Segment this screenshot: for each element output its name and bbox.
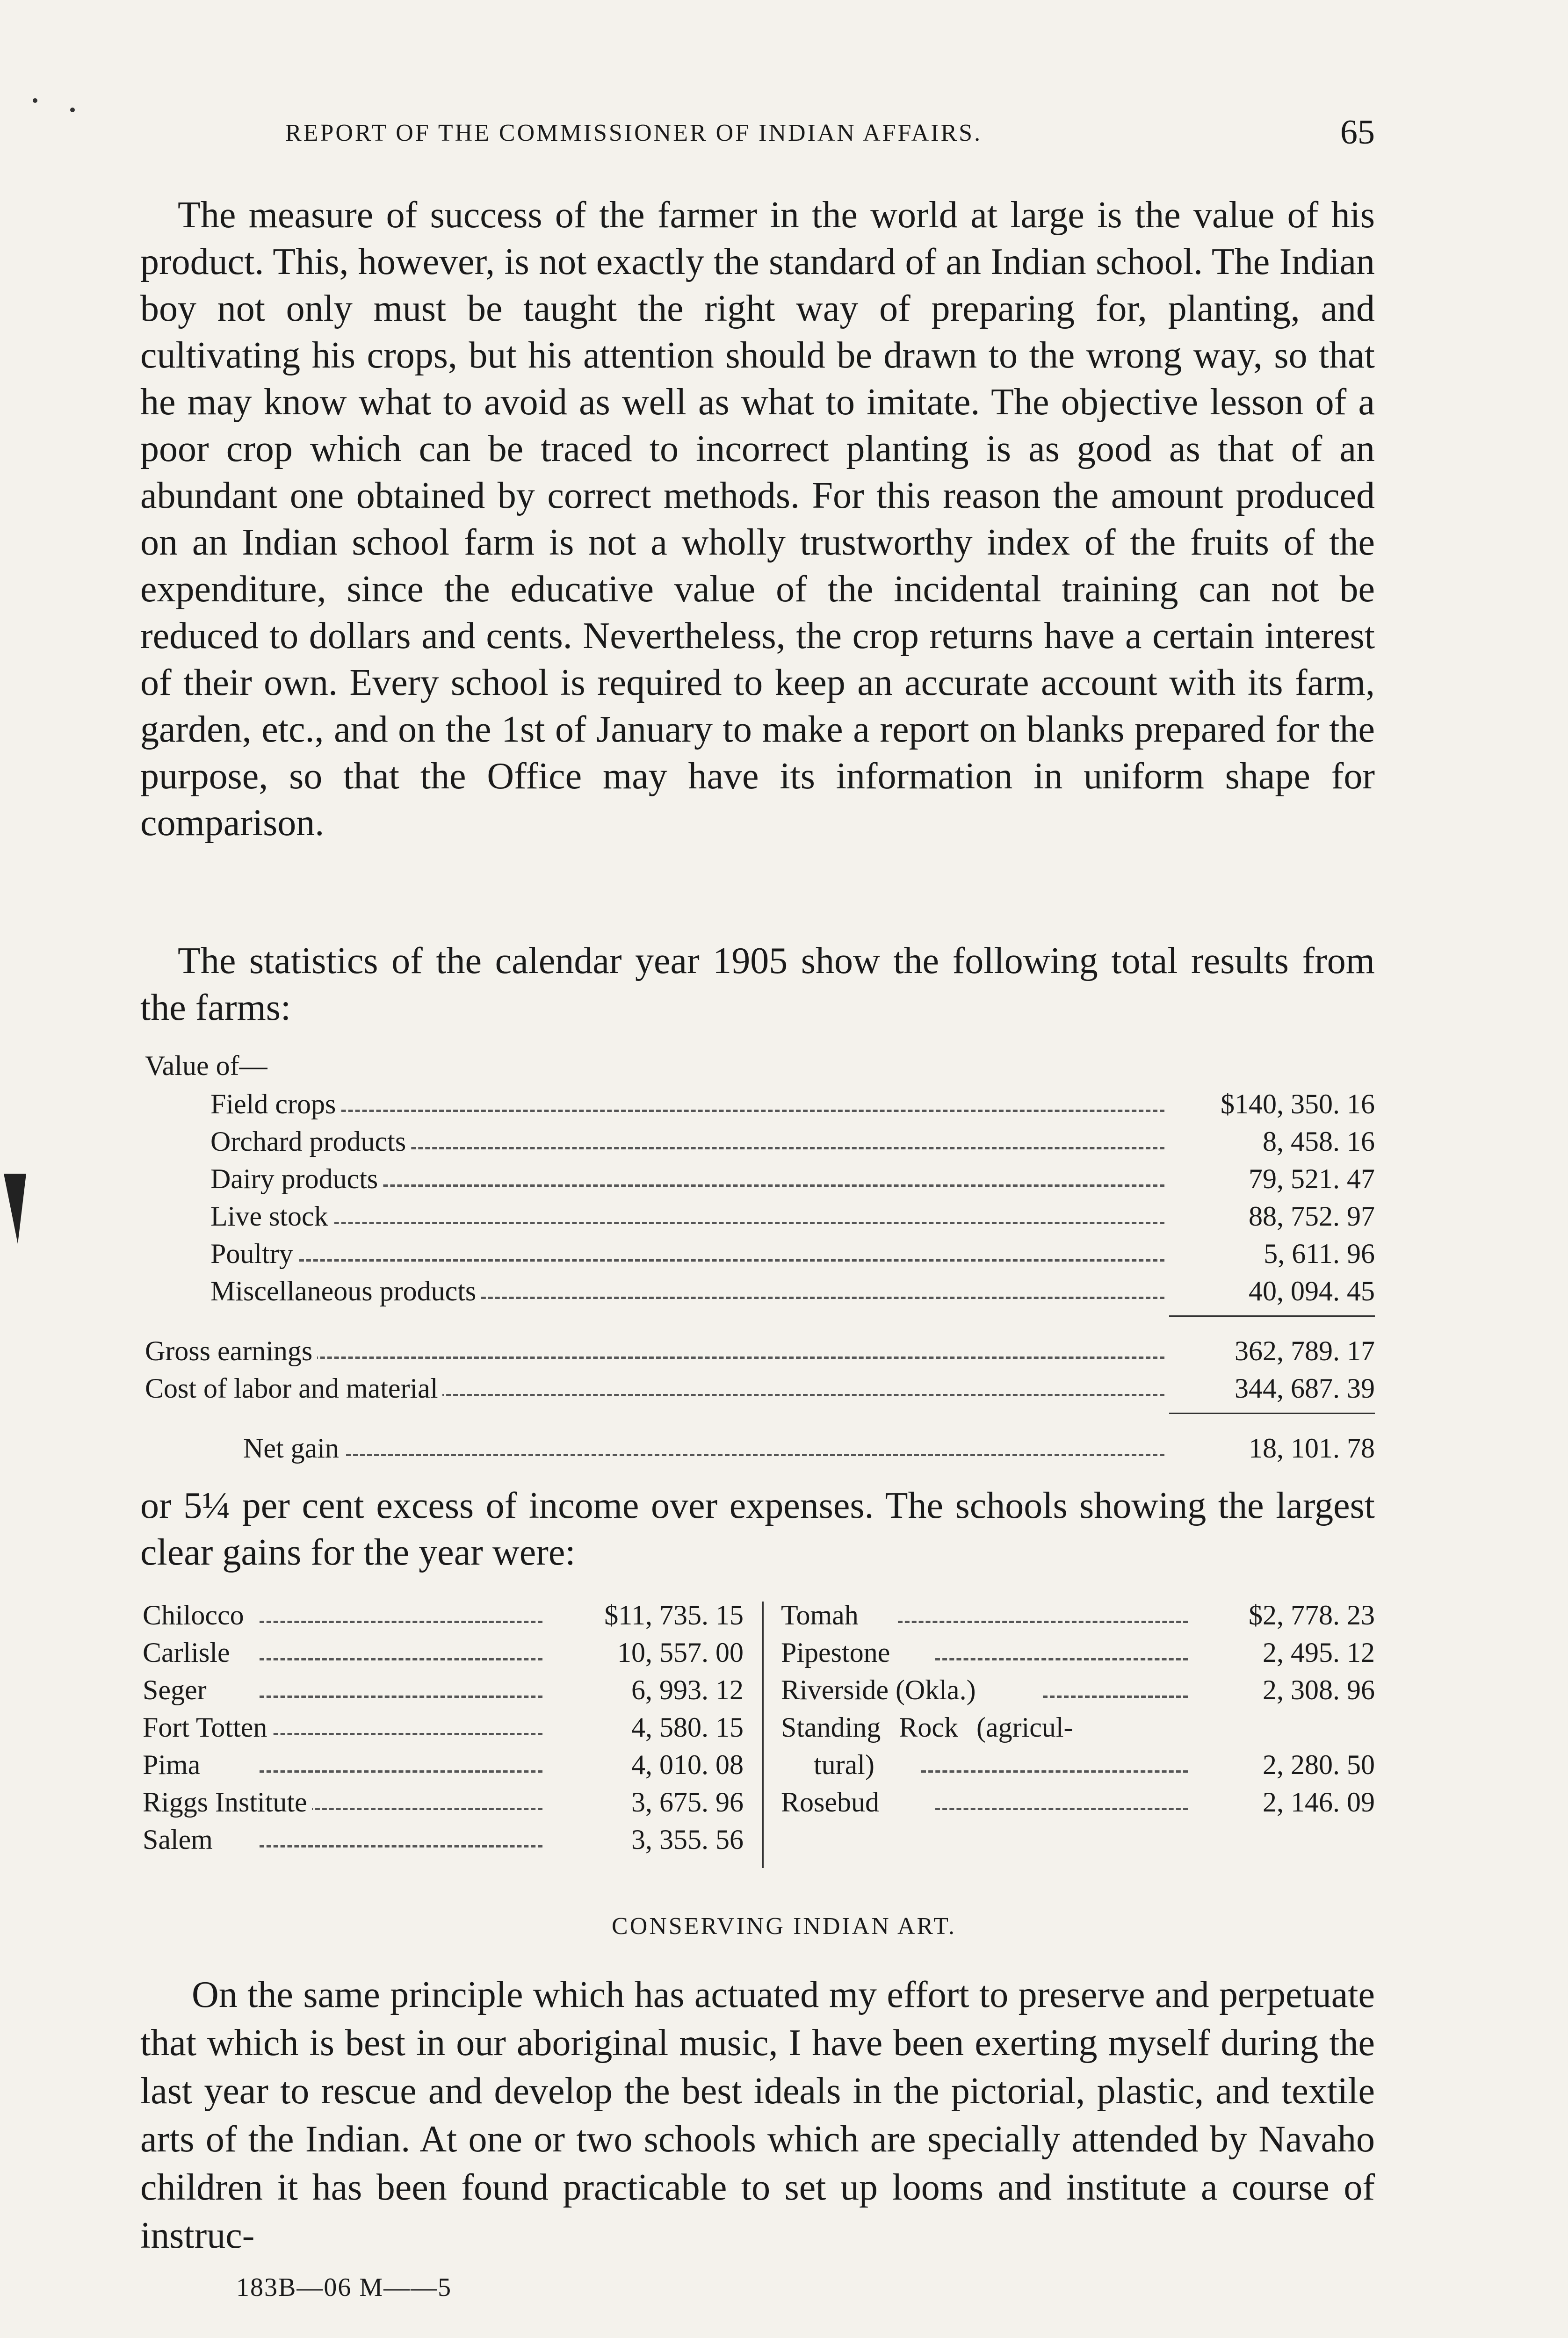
value-label: Poultry (210, 1238, 298, 1270)
leader-dots (260, 1696, 542, 1698)
school-name: Carlisle (143, 1637, 235, 1669)
value-row (145, 1200, 1375, 1238)
value-amount: 5, 611. 96 (1264, 1238, 1375, 1269)
school-row (143, 1711, 744, 1749)
school-name: Riggs Institute (143, 1786, 312, 1818)
school-row (143, 1824, 744, 1861)
school-name: Tomah (781, 1599, 863, 1631)
school-row (143, 1637, 744, 1674)
school-row (781, 1637, 1375, 1674)
school-name: tural) (814, 1749, 879, 1781)
school-amount: 3, 675. 96 (631, 1787, 744, 1818)
school-amount: 2, 495. 12 (1263, 1637, 1375, 1668)
school-row (143, 1674, 744, 1711)
leader-dots (260, 1845, 542, 1847)
margin-dot (33, 98, 37, 103)
leader-dots (332, 1454, 1164, 1456)
value-label: Orchard products (210, 1126, 411, 1158)
leader-dots (921, 1770, 1188, 1773)
school-name: Chilocco (143, 1599, 249, 1631)
running-head-title: REPORT OF THE COMMISSIONER OF INDIAN AFFAIRS. (285, 120, 983, 146)
school-name: Seger (143, 1674, 211, 1706)
school-name: Salem (143, 1824, 217, 1856)
leader-dots (285, 1259, 1164, 1262)
value-amount: $140, 350. 16 (1221, 1089, 1375, 1119)
difference-rule (1169, 1413, 1375, 1414)
margin-ink-mark (4, 1174, 26, 1244)
leader-dots (1043, 1696, 1188, 1698)
value-label: Field crops (210, 1088, 340, 1120)
school-name: Pima (143, 1749, 205, 1781)
leader-dots (285, 1110, 1164, 1112)
school-row (143, 1749, 744, 1786)
value-amount: 40, 094. 45 (1249, 1276, 1375, 1306)
value-amount: 88, 752. 97 (1249, 1201, 1375, 1232)
leader-dots (260, 1733, 542, 1735)
school-amount: 4, 580. 15 (631, 1712, 744, 1743)
school-name: Fort Totten (143, 1711, 272, 1744)
leader-dots (285, 1357, 1164, 1359)
value-row (145, 1088, 1375, 1126)
school-name: Pipestone (781, 1637, 895, 1669)
paragraph-excess-income: or 5¼ per cent excess of income over expenses. The schools showing the largest clear gains for the year were: (140, 1485, 1375, 1573)
school-name: Rosebud (781, 1786, 884, 1818)
leader-dots (285, 1184, 1164, 1187)
net-amount: 18, 101. 78 (1249, 1433, 1375, 1464)
school-row (781, 1786, 1375, 1824)
school-amount: 10, 557. 00 (617, 1637, 744, 1668)
cost-label: Cost of labor and material (145, 1372, 442, 1405)
leader-dots (260, 1658, 542, 1660)
net-label: Net gain (243, 1432, 344, 1465)
net-row (145, 1432, 1375, 1470)
school-row (781, 1674, 1375, 1711)
leader-dots (935, 1658, 1188, 1660)
margin-dot (70, 108, 75, 112)
page-number: 65 (1340, 113, 1375, 152)
school-amount: 2, 280. 50 (1263, 1749, 1375, 1780)
school-amount: 2, 308. 96 (1263, 1674, 1375, 1705)
value-of-heading: Value of— (145, 1050, 267, 1081)
value-label: Miscellaneous products (210, 1275, 481, 1307)
gross-row (145, 1335, 1375, 1372)
paragraph-indian-art: On the same principle which has actuated my effort to preserve and perpetuate that which is best in our aboriginal music, I have been exerting myself during the last year to rescue and develop the best ideals in the pictorial, plastic, and textile arts of the Indian. At one or two schools which are specially attended by Navaho children it has been found practicable to set up looms and institute a course of instruc- (140, 1974, 1375, 2256)
leader-dots (935, 1808, 1188, 1810)
sum-rule (1169, 1315, 1375, 1317)
column-divider (762, 1602, 764, 1868)
school-amount: $11, 735. 15 (604, 1600, 744, 1631)
printer-signature: 183B—06 M——5 (236, 2273, 452, 2302)
paragraph-farm-success: The measure of success of the farmer in the world at large is the value of his product. This, however, is not exactly the standard of an Indian school. The Indian boy not only must be taught the right way of preparing for, planting, and cultivating his crops, but his attention should be drawn to the wrong way, so that he may know what to avoid as well as what to imitate. The objective lesson of a poor crop which can be traced to incorrect planting is as good as that of an abundant one obtained by correct methods. For this reason the amount produced on an Indian school farm is not a wholly trustworthy index of the fruits of the expenditure, since the educative value of the incidental training can not be reduced to dollars and cents. Nevertheless, the crop returns have a certain interest of their own. Every school is required to keep an accurate account with its farm, garden, etc., and on the 1st of January to make a report on blanks prepared for the purpose, so that the Office may have its information in uniform shape for comparison. (140, 195, 1375, 844)
leader-dots (260, 1621, 542, 1623)
paragraph-statistics-intro: The statistics of the calendar year 1905 show the following total results from the farms: (140, 940, 1375, 1028)
school-row (781, 1749, 1375, 1786)
schools-gains-table (143, 1599, 1377, 1880)
school-name: Standing Rock (agricul- (781, 1711, 1078, 1744)
school-row (143, 1786, 744, 1824)
gross-amount: 362, 789. 17 (1235, 1335, 1375, 1366)
value-amount: 8, 458. 16 (1263, 1126, 1375, 1157)
leader-dots (898, 1621, 1188, 1623)
value-row (145, 1238, 1375, 1275)
cost-amount: 344, 687. 39 (1235, 1373, 1375, 1404)
section-heading: CONSERVING INDIAN ART. (612, 1913, 956, 1940)
school-amount: 3, 355. 56 (631, 1824, 744, 1855)
school-amount: $2, 778. 23 (1249, 1600, 1375, 1631)
school-row (143, 1599, 744, 1637)
value-amount: 79, 521. 47 (1249, 1163, 1375, 1194)
school-row (781, 1599, 1375, 1637)
school-name: Riverside (Okla.) (781, 1674, 981, 1706)
value-label: Dairy products (210, 1163, 383, 1195)
value-label: Live stock (210, 1200, 333, 1233)
school-amount: 2, 146. 09 (1263, 1787, 1375, 1818)
gross-label: Gross earnings (145, 1335, 317, 1367)
leader-dots (285, 1222, 1164, 1224)
school-amount: 6, 993. 12 (631, 1674, 744, 1705)
leader-dots (260, 1770, 542, 1773)
school-amount: 4, 010. 08 (631, 1749, 744, 1780)
value-row (145, 1163, 1375, 1200)
school-row (781, 1711, 1375, 1749)
cost-row (145, 1372, 1375, 1410)
value-row (145, 1275, 1375, 1313)
leader-dots (285, 1147, 1164, 1149)
value-row (145, 1126, 1375, 1163)
